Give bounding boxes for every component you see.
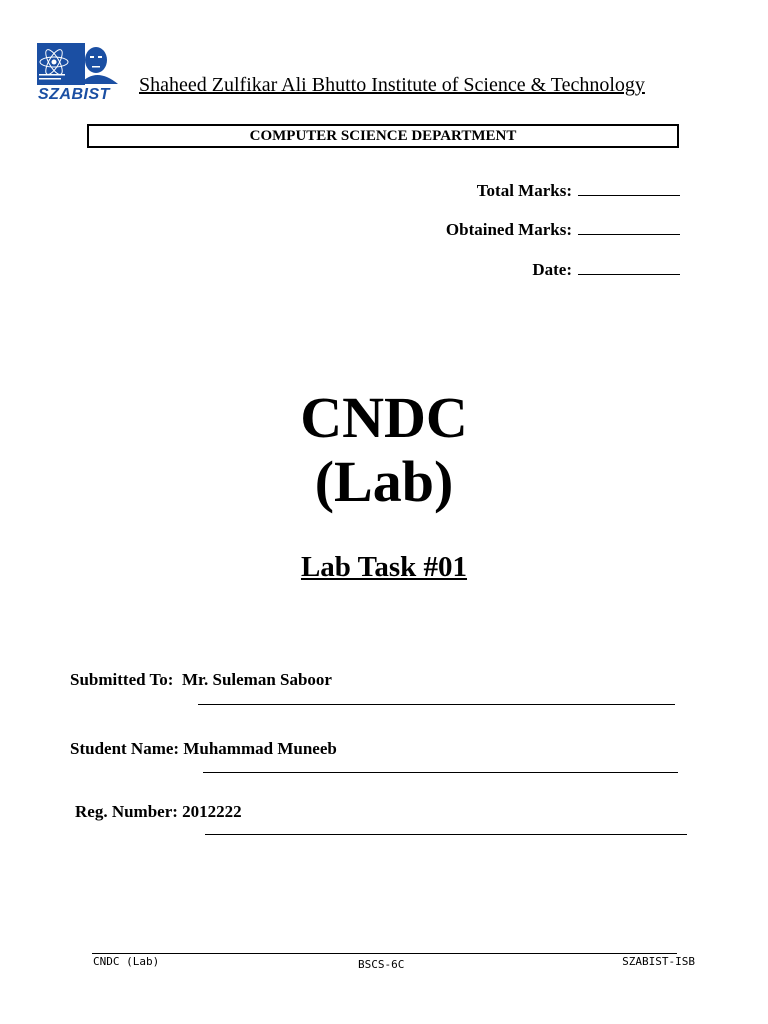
footer-divider (92, 953, 677, 954)
task-title: Lab Task #01 (300, 551, 468, 583)
szabist-logo (36, 42, 122, 104)
total-marks-label: Total Marks: (476, 181, 572, 200)
reg-number-label: Reg. Number: (75, 802, 178, 821)
footer-campus: SZABIST-ISB (622, 955, 695, 968)
obtained-marks-blank (578, 220, 680, 235)
reg-number-underline (205, 834, 687, 835)
institute-name: Shaheed Zulfikar Ali Bhutto Institute of Science & Technology (139, 74, 645, 96)
date-row (532, 260, 680, 280)
date-blank (578, 260, 680, 275)
footer-course: CNDC (Lab) (93, 955, 160, 968)
submitted-to-row (70, 670, 332, 690)
student-name-value: Muhammad Muneeb (183, 739, 337, 758)
obtained-marks-label: Obtained Marks: (445, 220, 572, 239)
course-title (0, 386, 768, 514)
logo-text: SZABIST (38, 86, 110, 103)
reg-number-row (75, 802, 242, 822)
date-label: Date: (532, 260, 572, 279)
reg-number-value: 2012222 (182, 802, 242, 821)
student-name-label: Student Name: (70, 739, 180, 758)
submitted-to-underline (198, 704, 675, 705)
student-name-underline (203, 772, 678, 773)
total-marks-row (477, 181, 680, 201)
department-banner: COMPUTER SCIENCE DEPARTMENT (87, 124, 679, 148)
total-marks-blank (578, 181, 680, 196)
student-name-row (70, 739, 337, 759)
submitted-to-label: Submitted To: (70, 670, 174, 689)
course-title-line1: CNDC (300, 385, 468, 450)
obtained-marks-row (446, 220, 680, 240)
footer-class: BSCS-6C (358, 958, 405, 971)
course-title-line2: (Lab) (314, 449, 454, 514)
submitted-to-value: Mr. Suleman Saboor (181, 670, 332, 689)
